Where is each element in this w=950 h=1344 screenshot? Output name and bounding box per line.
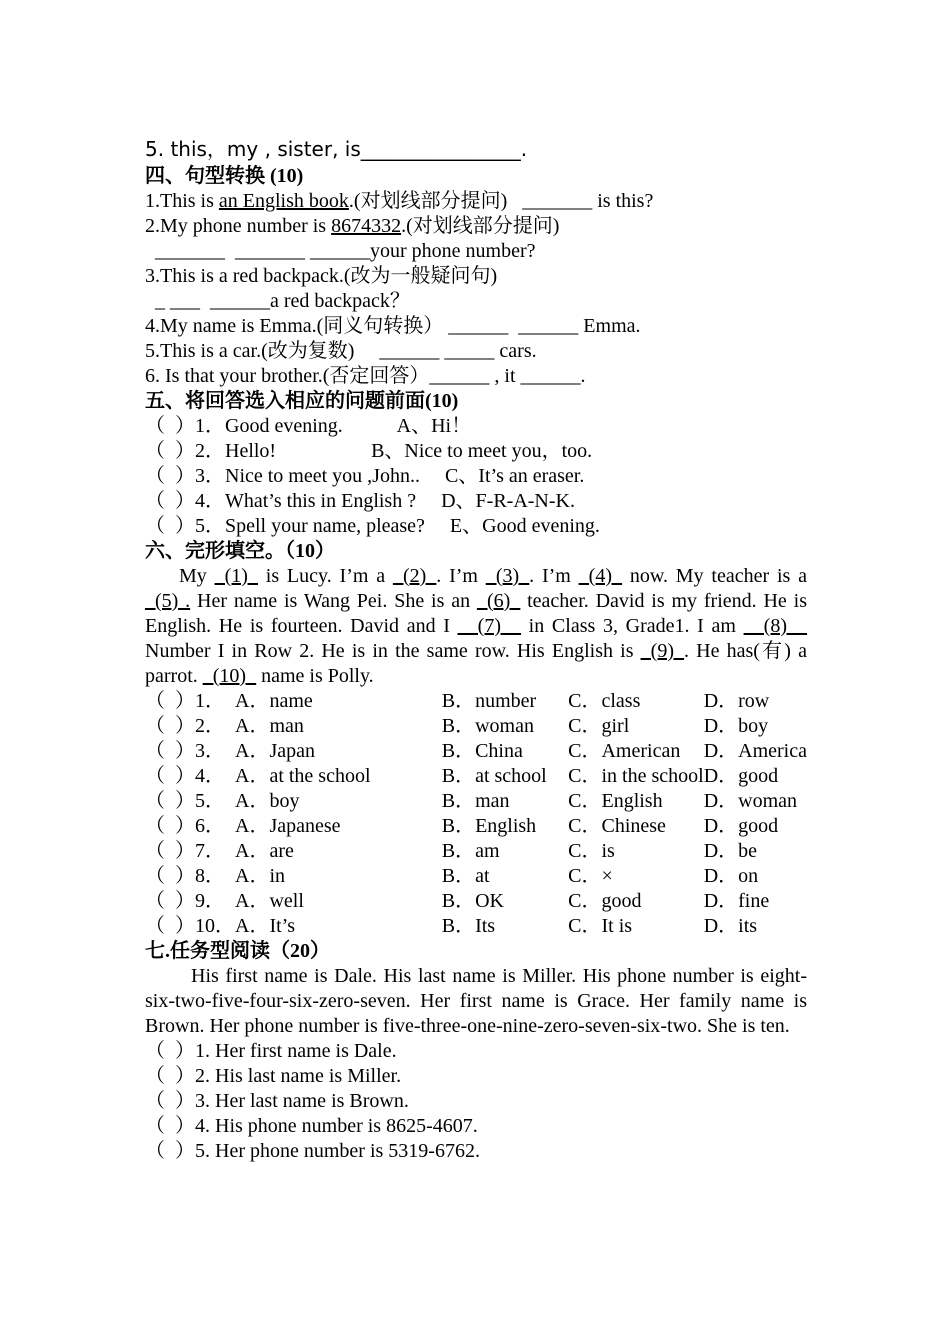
s7-item-3: （ ）3. Her last name is Brown. [145,1090,409,1112]
option-n: （ ）4． [145,765,225,787]
option-n: （ ）10． [145,915,235,937]
s5-line-3: （ ）3．Nice to meet you ,John.. C、It’s an eraser. [145,465,585,487]
option-a: A．Japan [235,740,315,762]
option-b: B．at [441,865,490,887]
option-row [145,814,807,839]
s4-q1-a: 1.This is [145,190,219,212]
s4-q2-underlined: 8674332 [331,215,402,237]
cloze-text: . I’m [529,565,579,587]
cloze-text: name is Polly. [256,665,374,687]
s5-heading: 五、将回答选入相应的问题前面(10) [145,390,459,412]
option-b: B．China [441,740,523,762]
option-row [145,914,807,939]
s7-item-1: （ ）1. Her first name is Dale. [145,1040,397,1062]
option-d: D．good [703,765,779,787]
cloze-text: My [179,565,215,587]
option-b: B．OK [441,890,504,912]
option-row [145,839,807,864]
s4-q2-a: 2.My phone number is [145,215,332,237]
cloze-blank: _(3)_ [485,565,530,587]
option-a: A．It’s [235,915,295,937]
option-n: （ ）2． [145,715,225,737]
cloze-text: now. My teacher is a [622,565,807,587]
option-row [145,714,807,739]
cloze-text: . He has(有) a parrot. [145,640,807,687]
option-a: A．Japanese [235,815,341,837]
option-d: D．America [703,740,807,762]
option-c: C．girl [568,715,630,737]
s7-passage: His first name is Dale. His last name is Miller. His phone number is eight-six-two-five-four-six-zero-seven. Her first name is Grace. Her family name is Brown. Her phone number is five-three-one-nine-zero-seven-six-two. She is ten. [145,965,807,1037]
s4-q4: 4.My name is Emma.(同义句转换） ______ ______ Emma. [145,315,641,337]
option-d: D．fine [703,890,770,912]
option-a: A．in [235,865,285,887]
option-a: A．well [235,890,304,912]
cloze-blank: _(5) . [145,590,191,612]
option-a: A．boy [235,790,300,812]
cloze-blank: __(8)__ [743,615,807,637]
option-b: B．number [441,690,537,712]
cloze-blank: _(9)_ [640,640,684,662]
option-b: B．English [441,815,537,837]
option-n: （ ）5． [145,790,225,812]
option-d: D．on [703,865,759,887]
option-c: C．American [568,740,681,762]
cloze-blank: _(6)_ [476,590,521,612]
s6-options-table [145,689,807,939]
option-d: D．woman [703,790,798,812]
option-b: B．woman [441,715,534,737]
s3-item-5: 5. this，my , sister, is________________. [145,137,528,161]
option-c: C．Chinese [568,815,666,837]
cloze-blank: __(7)__ [457,615,521,637]
cloze-text: . I’m [436,565,486,587]
cloze-text: Number I in Row 2. He is in the same row. His English is [145,640,641,662]
cloze-blank: _(2)_ [392,565,437,587]
cloze-text: in Class 3, Grade1. I am [520,615,744,637]
option-a: A．at the school [235,765,371,787]
cloze-blank: _(10)_ [202,665,257,687]
option-c: C．× [568,865,613,887]
s4-q2-b: .(对划线部分提问) [401,215,560,237]
option-b: B．man [441,790,510,812]
s4-q3: 3.This is a red backpack.(改为一般疑问句) [145,265,498,287]
s7-item-4: （ ）4. His phone number is 8625-4607. [145,1115,478,1137]
option-row [145,689,807,714]
option-c: C．It is [568,915,633,937]
option-n: （ ）7． [145,840,225,862]
s4-q2-blank: _______ _______ ______your phone number? [145,240,536,262]
option-a: A．name [235,690,313,712]
s7-heading: 七.任务型阅读（20） [145,940,330,962]
option-row [145,789,807,814]
option-row [145,739,807,764]
option-c: C．good [568,890,642,912]
option-a: A．man [235,715,304,737]
s5-line-5: （ ）5．Spell your name, please? E、Good evening. [145,515,600,537]
option-b: B．am [441,840,500,862]
cloze-text: Her name is Wang Pei. She is an [190,590,477,612]
s6-passage [145,564,807,689]
s4-heading: 四、句型转换 (10) [145,165,304,187]
option-b: B．Its [441,915,496,937]
option-row [145,764,807,789]
cloze-text: is Lucy. I’m a [257,565,393,587]
option-c: C．in the school [568,765,704,787]
option-row [145,864,807,889]
option-n: （ ）3． [145,740,225,762]
option-d: D．good [703,815,779,837]
s4-q6: 6. Is that your brother.(否定回答）______ , it ______. [145,365,586,387]
option-row [145,889,807,914]
option-a: A．are [235,840,294,862]
s4-q2 [145,214,807,239]
option-d: D．boy [703,715,769,737]
s4-q3-blank: _ ___ ______a red backpack？ [145,290,410,312]
s4-q1-b: .(对划线部分提问) _______ is this? [348,190,654,212]
cloze-text: teacher. David is my friend. He is English. He is fourteen. David and I [145,590,807,637]
option-c: C．is [568,840,615,862]
option-c: C．class [568,690,641,712]
option-n: （ ）6． [145,815,225,837]
s5-line-1: （ ）1．Good evening. A、Hi！ [145,415,472,437]
s5-line-2: （ ）2．Hello! B、Nice to meet you，too. [145,440,593,462]
s7-item-2: （ ）2. His last name is Miller. [145,1065,402,1087]
s4-q1-underlined: an English book [218,190,349,212]
cloze-blank: _(1)_ [214,565,258,587]
option-n: （ ）1． [145,690,225,712]
option-n: （ ）8． [145,865,225,887]
option-d: D．row [703,690,770,712]
cloze-blank: _(4)_ [578,565,622,587]
option-d: D．its [703,915,758,937]
option-b: B．at school [441,765,547,787]
worksheet [145,134,807,1164]
option-n: （ ）9． [145,890,225,912]
option-d: D．be [703,840,758,862]
option-c: C．English [568,790,663,812]
s7-item-5: （ ）5. Her phone number is 5319-6762. [145,1140,480,1162]
s4-q5: 5.This is a car.(改为复数) ______ _____ cars. [145,340,537,362]
s5-line-4: （ ）4．What’s this in English ? D、F-R-A-N-K. [145,490,575,512]
s6-heading: 六、完形填空。（10） [145,540,335,562]
s4-q1 [145,189,807,214]
